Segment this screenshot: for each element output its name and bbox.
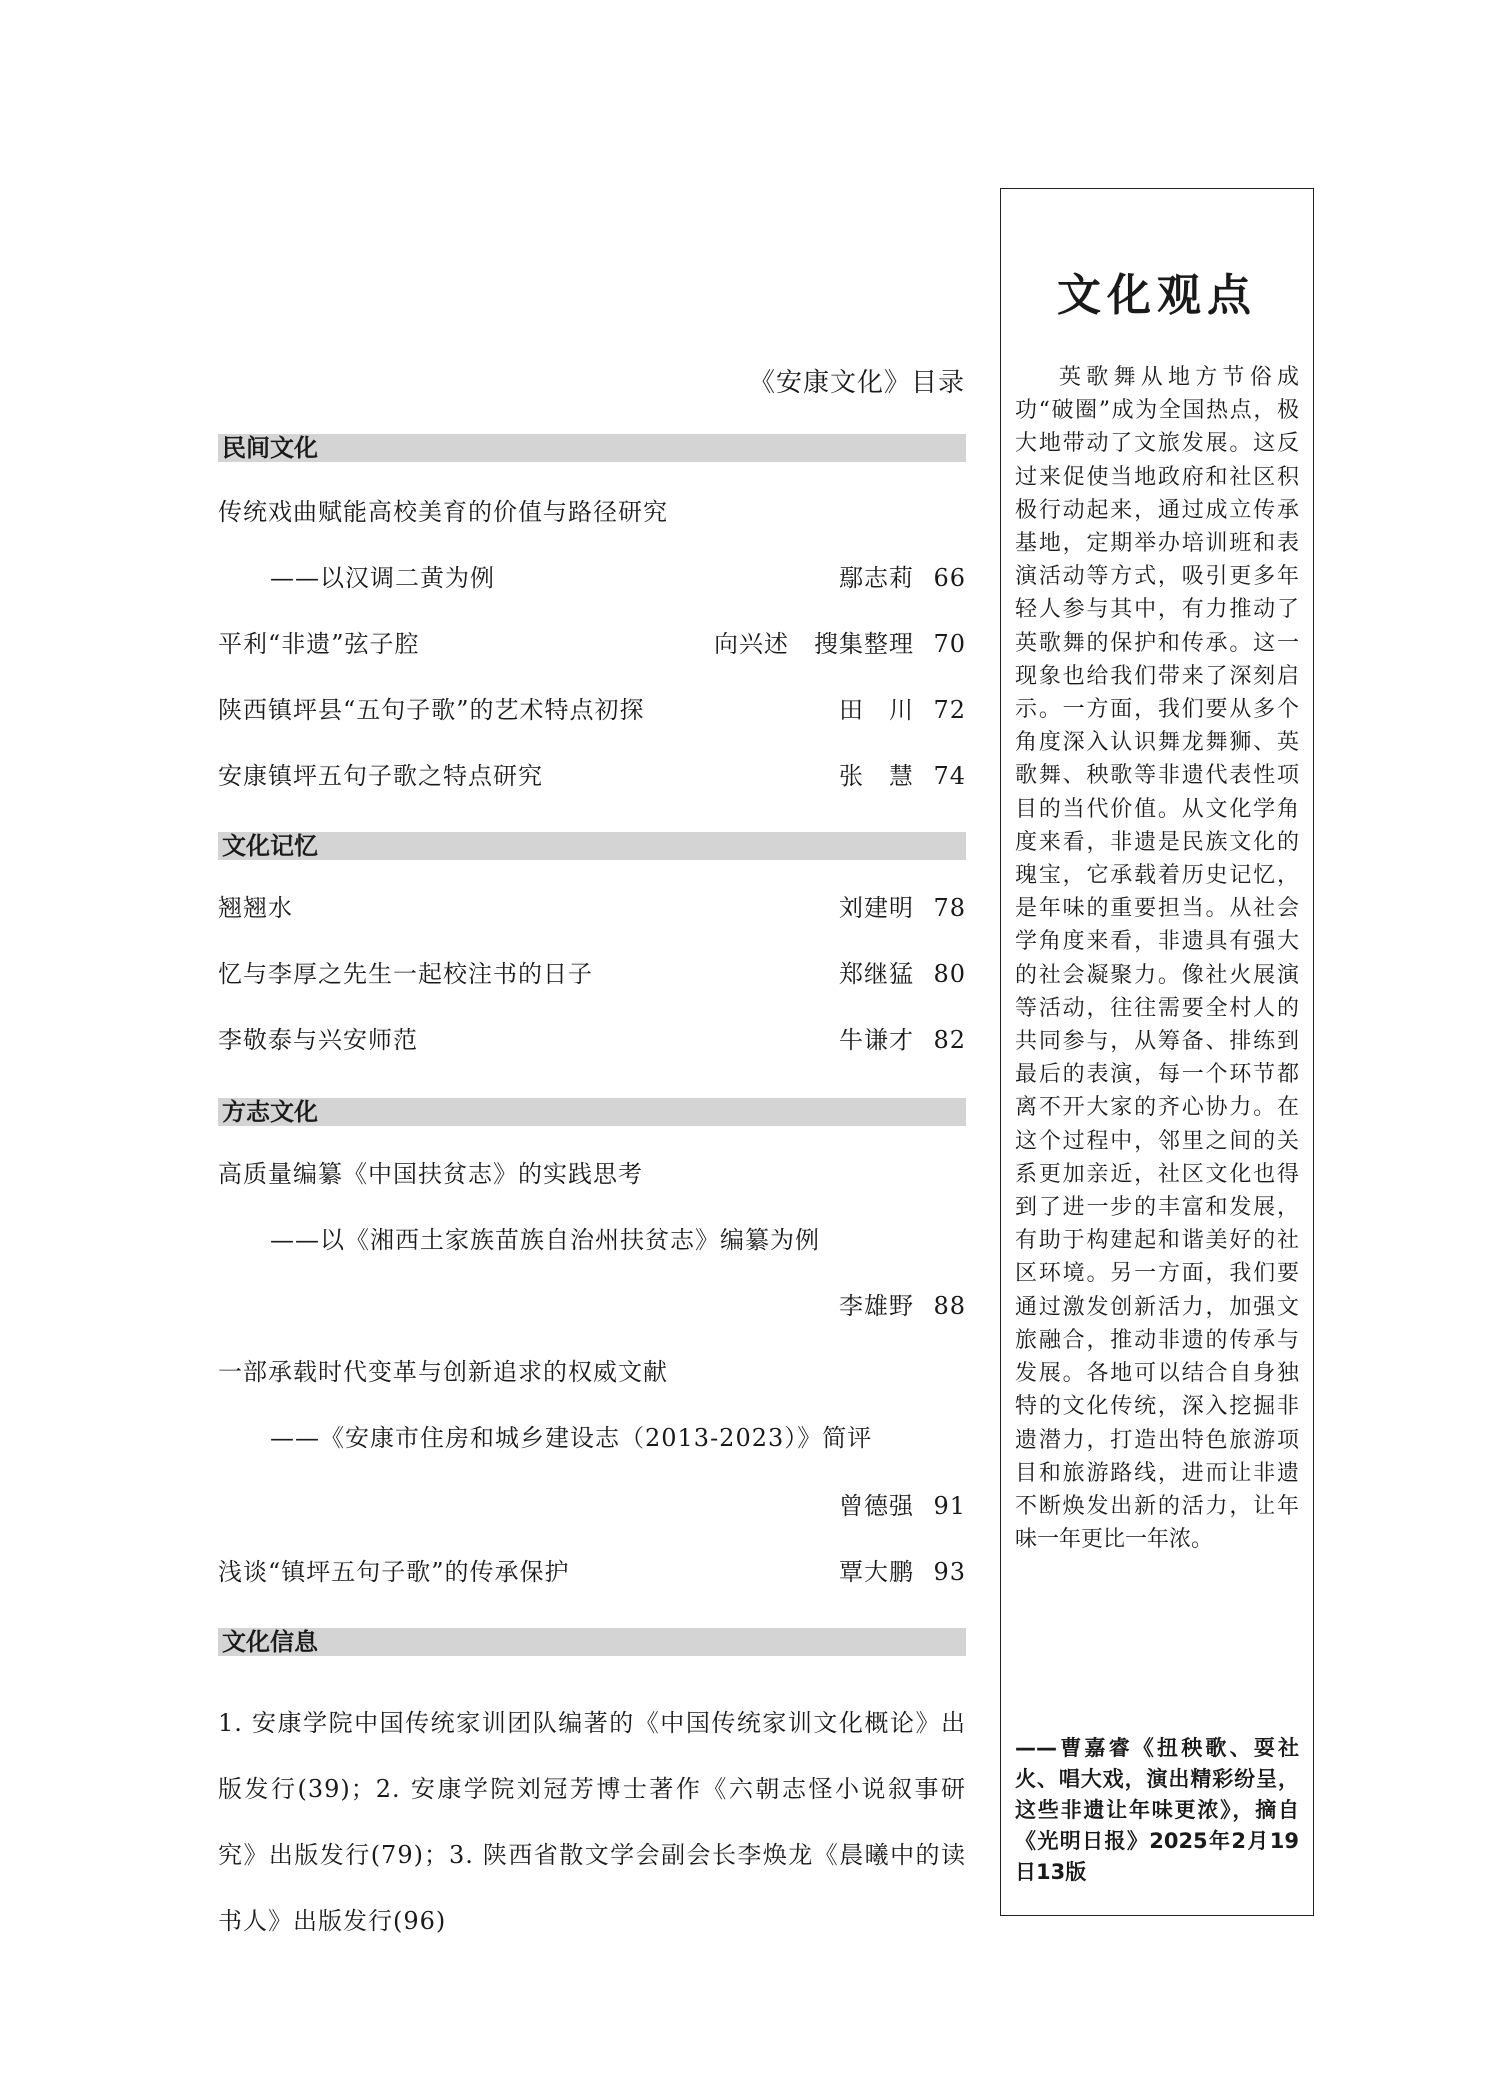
entry-author: 李雄野	[839, 1292, 914, 1320]
toc-entry[interactable]	[218, 954, 966, 994]
toc-entry[interactable]	[218, 624, 966, 664]
entry-page: 82	[933, 1026, 966, 1054]
entry-page: 93	[933, 1558, 966, 1586]
toc-entry[interactable]	[218, 558, 966, 598]
toc-entry[interactable]	[218, 888, 966, 928]
sidebar-box	[1000, 188, 1314, 1916]
toc-entry[interactable]	[218, 1352, 966, 1392]
entry-subtitle: ——以汉调二黄为例	[270, 564, 495, 592]
section-title: 方志文化	[218, 1098, 966, 1126]
entry-page: 74	[933, 762, 966, 790]
entry-author: 郑继猛	[839, 960, 914, 988]
entry-title: 传统戏曲赋能高校美育的价值与路径研究	[218, 498, 668, 526]
entry-author: 曾德强	[839, 1492, 914, 1520]
toc-entry[interactable]	[218, 1486, 966, 1526]
entry-page: 80	[933, 960, 966, 988]
toc-entry[interactable]	[218, 690, 966, 730]
toc-entry[interactable]	[218, 1220, 966, 1260]
entry-title: 浅谈“镇坪五句子歌”的传承保护	[218, 1558, 570, 1586]
section-title: 文化信息	[218, 1628, 966, 1656]
toc-entry[interactable]	[218, 1286, 966, 1326]
sidebar-citation: ——曹嘉睿《扭秧歌、耍社火、唱大戏，演出精彩纷呈，这些非遗让年味更浓》，摘自《光明日报》2025年2月19日13版	[1015, 1736, 1299, 1884]
entry-title: 翘翘水	[218, 894, 293, 922]
toc-entry[interactable]	[218, 756, 966, 796]
toc-entry[interactable]	[218, 1020, 966, 1060]
culture-info-text: 1. 安康学院中国传统家训团队编著的《中国传统家训文化概论》出版发行(39)；2. 安康学院刘冠芳博士著作《六朝志怪小说叙事研究》出版发行(79)；3. 陕西省散文学会副会长李焕龙《晨曦中的读书人》出版发行(96)	[218, 1709, 966, 1935]
entry-title: 高质量编纂《中国扶贫志》的实践思考	[218, 1160, 643, 1188]
entry-page: 91	[933, 1492, 966, 1520]
entry-title: 安康镇坪五句子歌之特点研究	[218, 762, 543, 790]
entry-title: 忆与李厚之先生一起校注书的日子	[218, 960, 593, 988]
entry-subtitle: ——以《湘西土家族苗族自治州扶贫志》编纂为例	[270, 1226, 820, 1254]
toc-heading: 《安康文化》目录	[748, 368, 965, 398]
entry-title: 李敬泰与兴安师范	[218, 1026, 418, 1054]
toc-entry[interactable]	[218, 492, 966, 532]
entry-page: 72	[933, 696, 966, 724]
entry-subtitle: ——《安康市住房和城乡建设志（2013-2023）》简评	[270, 1424, 873, 1452]
toc-entry[interactable]	[218, 1552, 966, 1592]
entry-title: 陕西镇坪县“五句子歌”的艺术特点初探	[218, 696, 645, 724]
entry-author: 鄢志莉	[839, 564, 914, 592]
entry-author: 田 川	[839, 696, 914, 724]
section-title: 民间文化	[218, 434, 966, 462]
entry-title: 平利“非遗”弦子腔	[218, 630, 420, 658]
entry-title: 一部承载时代变革与创新追求的权威文献	[218, 1358, 668, 1386]
entry-page: 66	[933, 564, 966, 592]
section-title: 文化记忆	[218, 832, 966, 860]
entry-author: 向兴述 搜集整理	[714, 630, 914, 658]
entry-page: 78	[933, 894, 966, 922]
entry-author: 覃大鹏	[839, 1558, 914, 1586]
entry-page: 70	[933, 630, 966, 658]
sidebar-body: 英歌舞从地方节俗成功“破圈”成为全国热点，极大地带动了文旅发展。这反过来促使当地政府和社区积极行动起来，通过成立传承基地，定期举办培训班和表演活动等方式，吸引更多年轻人参与其中，有力推动了英歌舞的保护和传承。这一现象也给我们带来了深刻启示。一方面，我们要从多个角度深入认识舞龙舞狮、英歌舞、秧歌等非遗代表性项目的当代价值。从文化学角度来看，非遗是民族文化的瑰宝，它承载着历史记忆，是年味的重要担当。从社会学角度来看，非遗具有强大的社会凝聚力。像社火展演等活动，往往需要全村人的共同参与，从筹备、排练到最后的表演，每一个环节都离不开大家的齐心协力。在这个过程中，邻里之间的关系更加亲近，社区文化也得到了进一步的丰富和发展，有助于构建起和谐美好的社区环境。另一方面，我们要通过激发创新活力，加强文旅融合，推动非遗的传承与发展。各地可以结合自身独特的文化传统，深入挖掘非遗潜力，打造出特色旅游项目和旅游路线，进而让非遗不断焕发出新的活力，让年味一年更比一年浓。	[1015, 365, 1299, 1553]
toc-entry[interactable]	[218, 1418, 966, 1458]
entry-author: 牛谦才	[839, 1026, 914, 1054]
entry-author: 刘建明	[839, 894, 914, 922]
entry-page: 88	[933, 1292, 966, 1320]
sidebar-title: 文化观点	[1057, 270, 1257, 321]
toc-entry[interactable]	[218, 1154, 966, 1194]
entry-author: 张 慧	[839, 762, 914, 790]
